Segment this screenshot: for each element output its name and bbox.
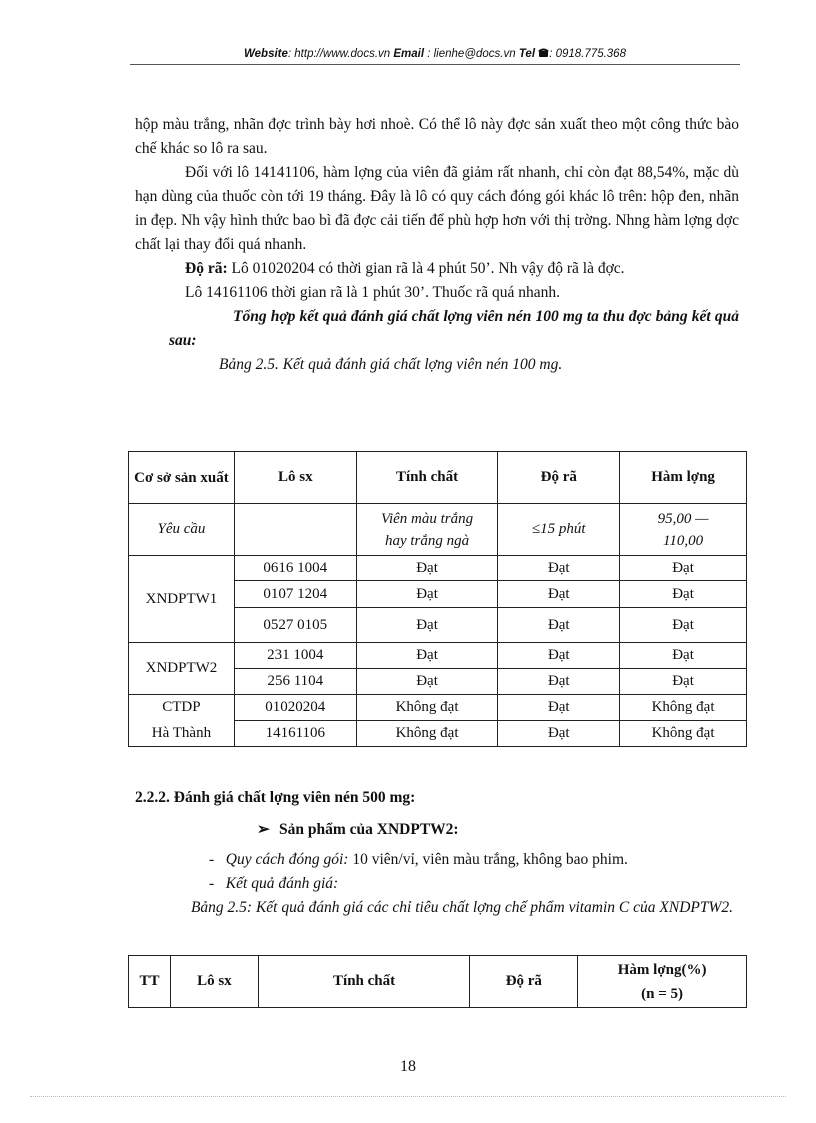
col-header-facility: Cơ sở sản xuất — [129, 452, 235, 504]
content-cell: Đạt — [620, 556, 747, 581]
section-500mg — [135, 786, 739, 920]
col-header-lot: Lô sx — [234, 452, 356, 504]
col-header-lot: Lô sx — [170, 956, 258, 1008]
content-cell: Đạt — [620, 643, 747, 669]
page-header — [130, 47, 740, 60]
facility-ctdp: CTDP — [129, 695, 235, 721]
header-rule — [130, 64, 740, 65]
disintegration-label: Độ rã: — [185, 260, 228, 277]
content-cell: Đạt — [620, 669, 747, 695]
table2-caption: Bảng 2.5: Kết quả đánh giá các chỉ tiêu chất lợng chế phẩm vitamin C của XNDPTW2. — [190, 899, 734, 916]
appearance-cell: Đạt — [356, 581, 498, 608]
lot-cell: 0107 1204 — [234, 581, 356, 608]
website-label: Website — [244, 48, 288, 60]
req-label: Yêu cầu — [129, 504, 235, 556]
section-heading: 2.2.2. Đánh giá chất lợng viên nén 500 mg: — [135, 789, 416, 806]
facility-ha-thanh: Hà Thành — [129, 721, 235, 747]
results-table-100mg — [128, 451, 747, 747]
page-bottom-rule — [30, 1096, 786, 1097]
content-cell: Không đạt — [620, 695, 747, 721]
results-table-500mg — [128, 955, 747, 1008]
dash-bullet: - — [209, 851, 226, 868]
body-text — [135, 113, 739, 377]
content-header-label: Hàm lợng(%) — [617, 961, 707, 978]
tel-label: Tel — [518, 48, 536, 60]
disintegration-cell: Đạt — [498, 581, 620, 608]
req-content: 95,00 — 110,00 — [620, 504, 747, 556]
req-appearance: Viên màu trắng hay trắng ngà — [356, 504, 498, 556]
packaging-label: Quy cách đóng gói: — [225, 851, 349, 868]
dash-bullet: - — [209, 875, 226, 892]
page-number: 18 — [400, 1058, 416, 1075]
disintegration-cell: Đạt — [498, 669, 620, 695]
results-label: Kết quả đánh giá: — [225, 875, 339, 892]
col-header-appearance: Tính chất — [258, 956, 470, 1008]
tel-value: : 0918.775.368 — [549, 48, 626, 60]
bullet-results — [135, 872, 739, 896]
website-url: : http://www.docs.vn — [287, 48, 394, 60]
appearance-cell: Không đạt — [356, 721, 498, 747]
lot-cell: 0616 1004 — [234, 556, 356, 581]
col-header-appearance: Tính chất — [356, 452, 498, 504]
lot-cell: 231 1004 — [234, 643, 356, 669]
packaging-text: 10 viên/vỉ, viên màu trắng, không bao phim. — [348, 851, 628, 868]
paragraph-1: hộp màu trắng, nhãn đợc trình bày hơi nhoè. Có thể lô này đợc sản xuất theo một công thức bào chế khác so lô ra sau. — [135, 116, 739, 157]
disintegration-cell: Đạt — [498, 695, 620, 721]
summary-intro: Tổng hợp kết quả đánh giá chất lợng viên nén 100 mg ta thu đợc bảng kết quả sau: — [169, 308, 739, 349]
facility-xndptw1: XNDPTW1 — [129, 556, 235, 643]
paragraph-2: Đối với lô 14141106, hàm lợng của viên đã giảm rất nhanh, chỉ còn đạt 88,54%, mặc dù hạn dùng của thuốc còn tới 19 tháng. Đây là lô có quy cách đóng gói khác lô trên: hộp đen, nhãn in đẹp. Nh vậy hình thức bao bì đã đợc cải tiến để phù hợp hơn với thị trờng. Nhng hàm lợng dợc chất lại thay đổi quá nhanh. — [135, 164, 739, 253]
table1-caption: Bảng 2.5. Kết quả đánh giá chất lợng viên nén 100 mg. — [219, 356, 563, 373]
col-header-disintegration: Độ rã — [498, 452, 620, 504]
appearance-cell: Đạt — [356, 556, 498, 581]
req-disintegration: ≤15 phút — [498, 504, 620, 556]
appearance-cell: Đạt — [356, 643, 498, 669]
paragraph-4: Lô 14161106 thời gian rã là 1 phút 30’. Thuốc rã quá nhanh. — [185, 284, 560, 301]
content-cell: Đạt — [620, 581, 747, 608]
appearance-cell: Đạt — [356, 608, 498, 643]
col-header-content — [578, 956, 747, 1008]
email-value: : lienhe@docs.vn — [424, 48, 519, 60]
lot-cell: 256 1104 — [234, 669, 356, 695]
product-line — [135, 818, 739, 842]
bullet-packaging — [135, 848, 739, 872]
col-header-tt: TT — [129, 956, 171, 1008]
lot-cell: 14161106 — [234, 721, 356, 747]
lot-cell: 0527 0105 — [234, 608, 356, 643]
content-cell: Không đạt — [620, 721, 747, 747]
appearance-cell: Không đạt — [356, 695, 498, 721]
disintegration-cell: Đạt — [498, 721, 620, 747]
email-label: Email — [393, 48, 425, 60]
disintegration-cell: Đạt — [498, 643, 620, 669]
product-label: Sản phẩm của XNDPTW2: — [279, 821, 459, 838]
req-lot — [234, 504, 356, 556]
col-header-content: Hàm lợng — [620, 452, 747, 504]
paragraph-3 — [135, 257, 739, 281]
disintegration-cell: Đạt — [498, 556, 620, 581]
content-cell: Đạt — [620, 608, 747, 643]
appearance-cell: Đạt — [356, 669, 498, 695]
telephone-icon — [538, 48, 549, 60]
disintegration-text: Lô 01020204 có thời gian rã là 4 phút 50’. Nh vậy độ rã là đợc. — [227, 260, 625, 277]
disintegration-cell: Đạt — [498, 608, 620, 643]
content-header-n: (n = 5) — [641, 985, 684, 1002]
lot-cell: 01020204 — [234, 695, 356, 721]
arrow-bullet-icon: ➢ — [257, 821, 270, 838]
col-header-disintegration: Độ rã — [470, 956, 578, 1008]
facility-xndptw2: XNDPTW2 — [129, 643, 235, 695]
